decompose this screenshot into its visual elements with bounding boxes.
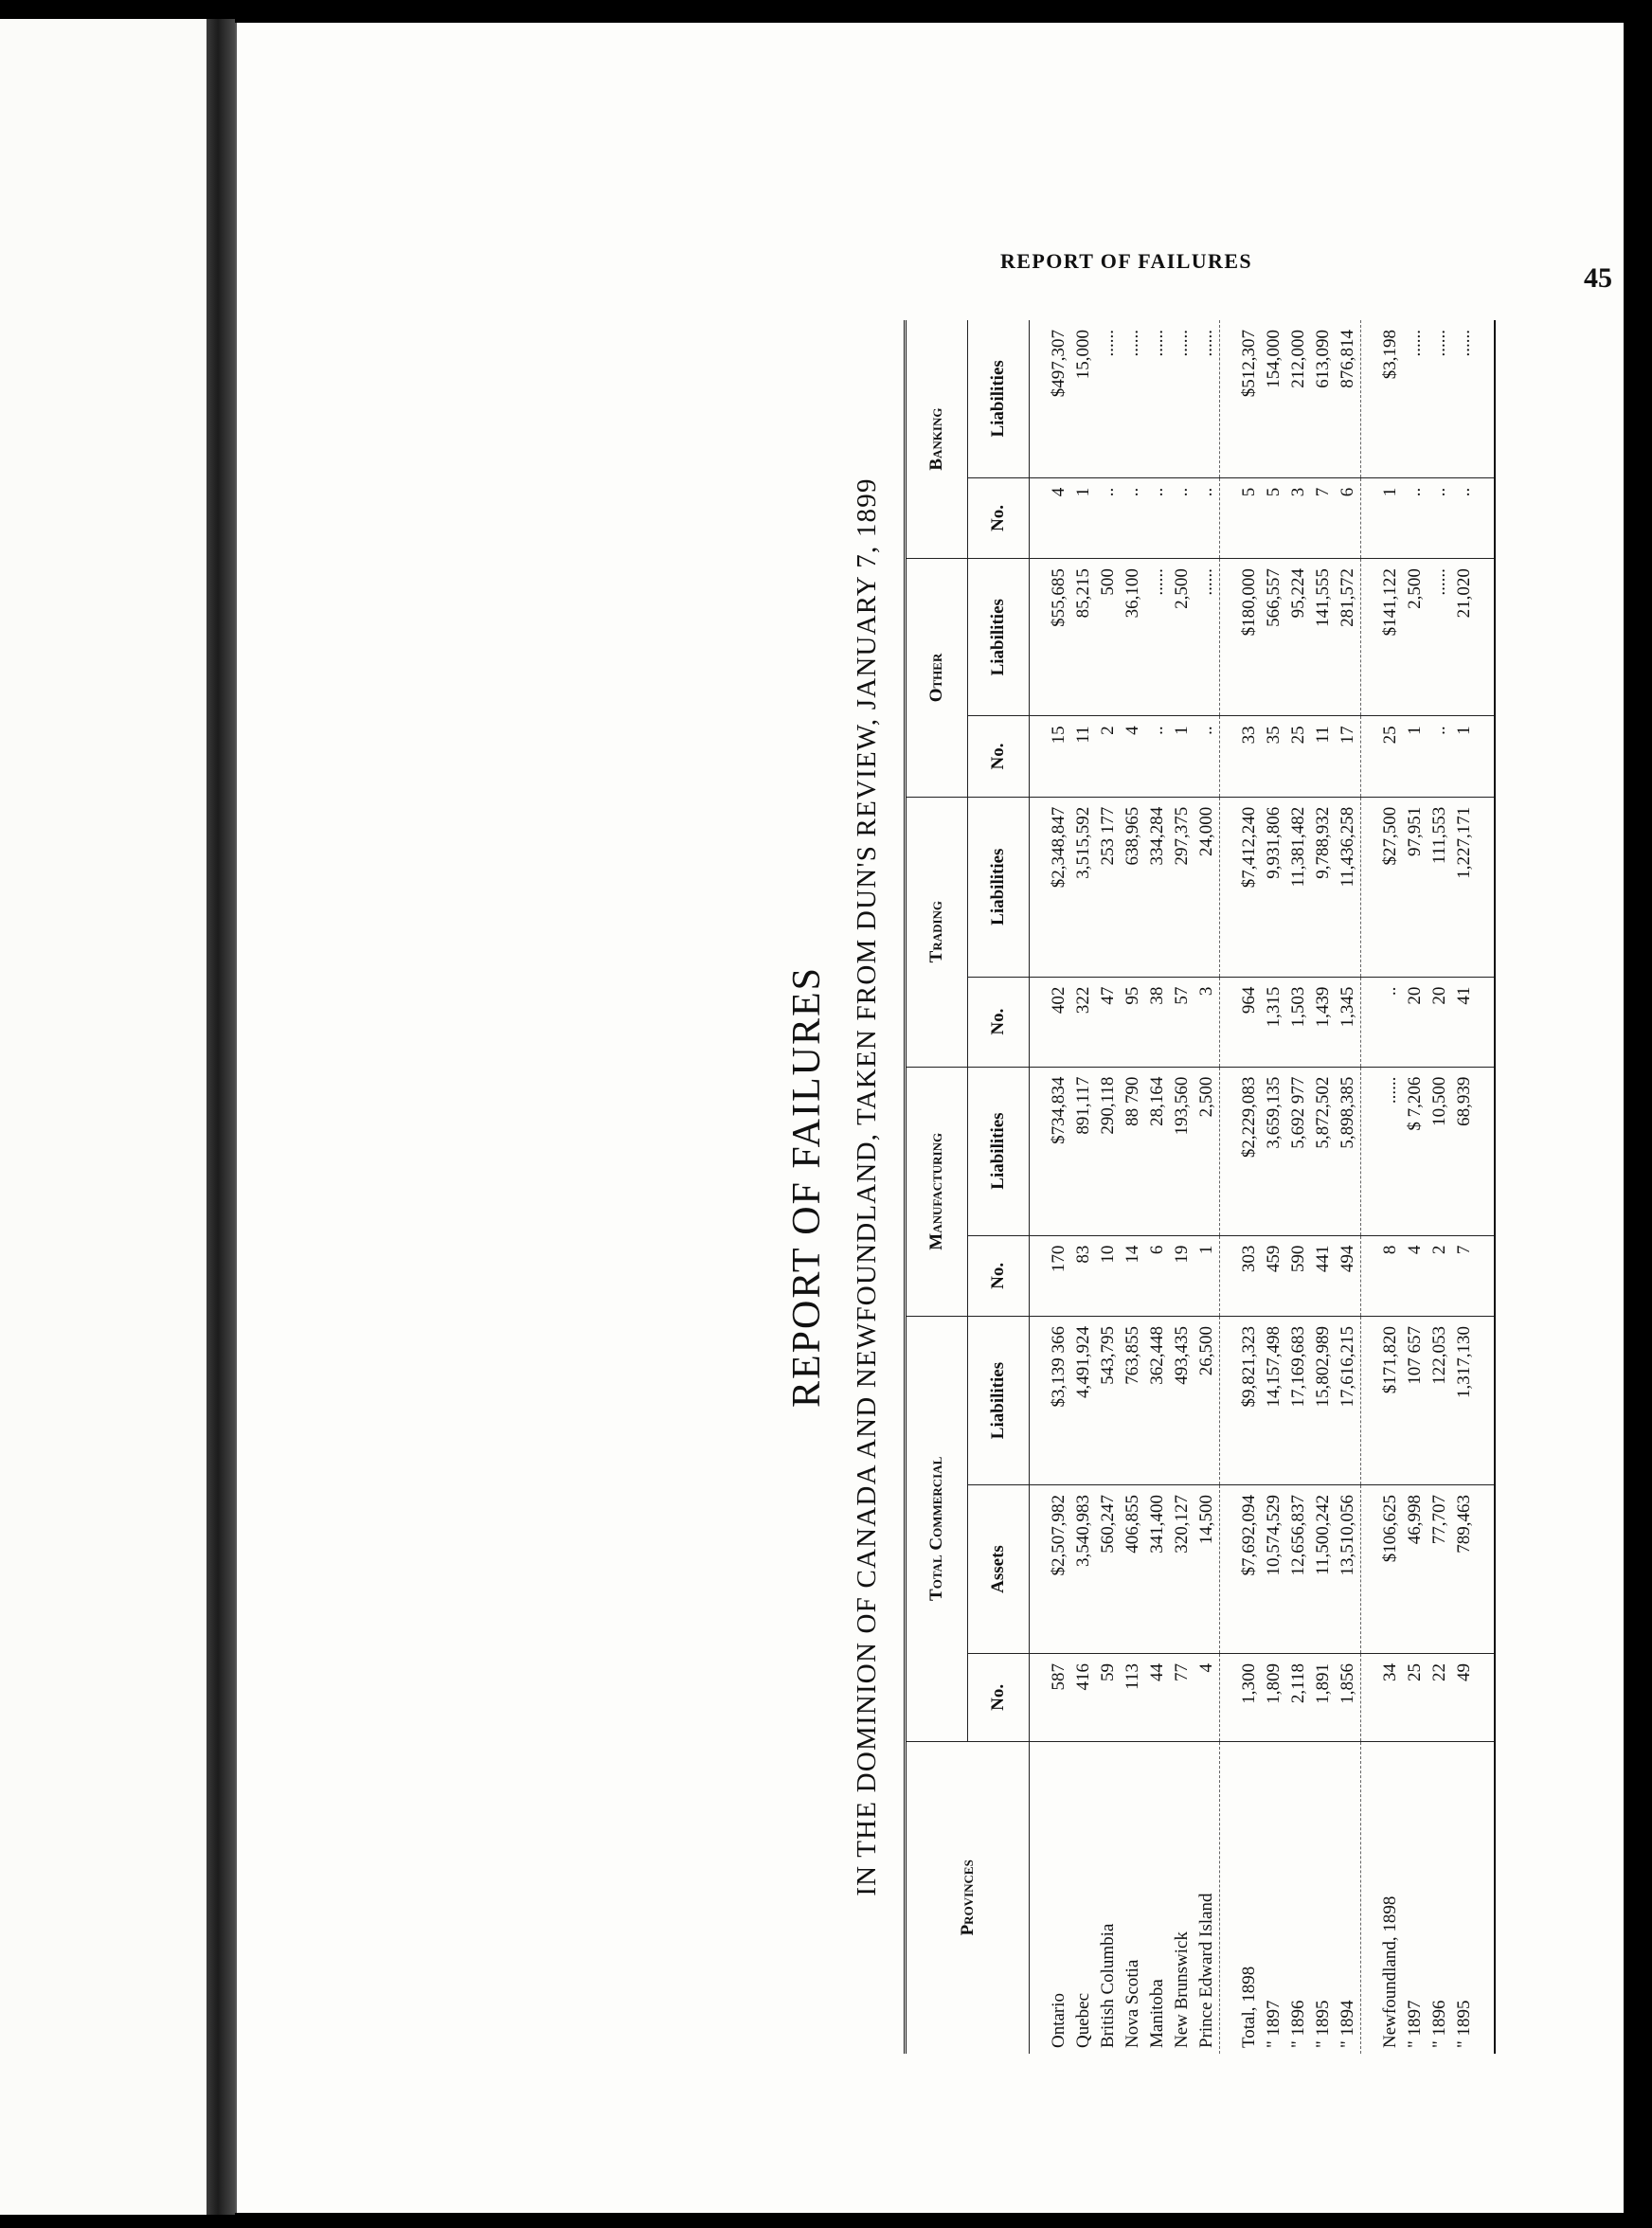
spacer-cell (1030, 1317, 1048, 1485)
province-cell: Manitoba (1147, 1979, 1167, 2048)
manufacturing-no-cell: 2 (1428, 1235, 1452, 1316)
total-assets-cell: 406,855 (1121, 1485, 1145, 1654)
spacer-cell (1361, 477, 1379, 558)
other-liabilities-cell: $141,122 (1378, 559, 1403, 716)
spacer-cell (1030, 1741, 1048, 2054)
spacer-cell (1220, 797, 1238, 977)
manufacturing-liabilities-cell: $2,229,083 (1237, 1067, 1262, 1235)
total-assets-cell: 320,127 (1170, 1485, 1194, 1654)
other-liabilities-cell: 2,500 (1170, 559, 1194, 716)
spacer-cell (1361, 559, 1379, 716)
spacer-cell (1361, 1741, 1379, 2054)
province-cell: Quebec (1073, 1992, 1093, 2048)
trading-liabilities-cell: $27,500 (1378, 797, 1403, 977)
total-no-cell: 59 (1096, 1654, 1121, 1742)
banking-no-cell: .. (1145, 477, 1170, 558)
total-no-cell: 44 (1145, 1654, 1170, 1742)
spacer-cell (1220, 1067, 1238, 1235)
trading-liabilities-cell: 111,553 (1428, 797, 1452, 977)
subheader-no: No. (968, 1654, 1030, 1742)
manufacturing-liabilities-cell: 10,500 (1428, 1067, 1452, 1235)
table-row (1403, 320, 1428, 2054)
running-head: REPORT OF FAILURES (1000, 249, 1253, 273)
province-cell: Ontario (1049, 1992, 1068, 2048)
spacer-cell (1361, 1067, 1379, 1235)
total-liabilities-cell: $9,821,323 (1237, 1317, 1262, 1485)
spacer-cell (1030, 1485, 1048, 1654)
spacer-cell (1030, 1235, 1048, 1316)
manufacturing-no-cell: 4 (1403, 1235, 1428, 1316)
other-liabilities-cell: 36,100 (1121, 559, 1145, 716)
trading-liabilities-cell: 1,227,171 (1452, 797, 1477, 977)
spacer-cell (1030, 716, 1048, 797)
banking-no-cell: 5 (1237, 477, 1262, 558)
total-no-cell: 1,809 (1262, 1654, 1286, 1742)
total-no-cell: 113 (1121, 1654, 1145, 1742)
spacer-cell (1030, 977, 1048, 1067)
subheader-liabilities: Liabilities (968, 1067, 1030, 1235)
manufacturing-liabilities-cell: $734,834 (1047, 1067, 1071, 1235)
province-cell: Total, 1898 (1239, 1966, 1259, 2048)
header-trading: Trading (906, 797, 968, 1067)
other-liabilities-cell: 281,572 (1336, 559, 1361, 716)
other-no-cell: 2 (1096, 716, 1121, 797)
banking-no-cell: .. (1452, 477, 1477, 558)
banking-liabilities-cell: $3,198 (1378, 320, 1403, 477)
trading-liabilities-cell: 11,436,258 (1336, 797, 1361, 977)
manufacturing-liabilities-cell: $ 7,206 (1403, 1067, 1428, 1235)
manufacturing-liabilities-cell: 290,118 (1096, 1067, 1121, 1235)
spacer-cell (1030, 477, 1048, 558)
subheader-liabilities: Liabilities (968, 797, 1030, 977)
total-no-cell: 77 (1170, 1654, 1194, 1742)
manufacturing-liabilities-cell: 68,939 (1452, 1067, 1477, 1235)
province-cell: New Brunswick (1172, 1932, 1192, 2048)
spacer-cell (1220, 716, 1238, 797)
banking-no-cell: 5 (1262, 477, 1286, 558)
table-row (1096, 320, 1121, 2054)
spacer-cell (1361, 1317, 1379, 1485)
total-no-cell: 1,300 (1237, 1654, 1262, 1742)
report-title: REPORT OF FAILURES (785, 966, 829, 1409)
spacer-cell (1030, 1654, 1048, 1742)
spacer-cell (1477, 559, 1495, 716)
failures-table (904, 320, 1496, 2054)
table-row (1336, 320, 1361, 2054)
other-liabilities-cell: 2,500 (1403, 559, 1428, 716)
header-provinces: Provinces (906, 1741, 1030, 2054)
manufacturing-liabilities-cell: 5,898,385 (1336, 1067, 1361, 1235)
total-liabilities-cell: 107 657 (1403, 1317, 1428, 1485)
banking-liabilities-cell: 212,000 (1286, 320, 1311, 477)
other-liabilities-cell: 21,020 (1452, 559, 1477, 716)
total-no-cell: 25 (1403, 1654, 1428, 1742)
table-row (1311, 320, 1336, 2054)
other-no-cell: .. (1194, 716, 1220, 797)
trading-no-cell: 20 (1403, 977, 1428, 1067)
other-no-cell: 4 (1121, 716, 1145, 797)
total-no-cell: 416 (1071, 1654, 1096, 1742)
other-no-cell: 25 (1286, 716, 1311, 797)
spacer-cell (1361, 977, 1379, 1067)
banking-no-cell: 6 (1336, 477, 1361, 558)
subheader-assets: Assets (968, 1485, 1030, 1654)
banking-no-cell: 1 (1071, 477, 1096, 558)
trading-no-cell: 95 (1121, 977, 1145, 1067)
spacer-cell (1477, 1485, 1495, 1654)
total-assets-cell: $2,507,982 (1047, 1485, 1071, 1654)
table-row (1145, 320, 1170, 2054)
manufacturing-no-cell: 10 (1096, 1235, 1121, 1316)
other-no-cell: 1 (1452, 716, 1477, 797)
province-cell: " 1895 (1313, 2000, 1333, 2048)
trading-no-cell: 964 (1237, 977, 1262, 1067)
manufacturing-liabilities-cell: 193,560 (1170, 1067, 1194, 1235)
subheader-liabilities: Liabilities (968, 1317, 1030, 1485)
subheader-no: No. (968, 1235, 1030, 1316)
total-assets-cell: 560,247 (1096, 1485, 1121, 1654)
other-no-cell: 25 (1378, 716, 1403, 797)
manufacturing-liabilities-cell: 891,117 (1071, 1067, 1096, 1235)
banking-no-cell: 7 (1311, 477, 1336, 558)
spacer-cell (1220, 1235, 1238, 1316)
province-cell: Nova Scotia (1122, 1959, 1142, 2048)
other-no-cell: 11 (1071, 716, 1096, 797)
other-liabilities-cell: ...... (1428, 559, 1452, 716)
spacer-cell (1220, 1317, 1238, 1485)
manufacturing-no-cell: 8 (1378, 1235, 1403, 1316)
total-assets-cell: 14,500 (1194, 1485, 1220, 1654)
table-row (1071, 320, 1096, 2054)
spacer-cell (1030, 797, 1048, 977)
banking-no-cell: .. (1170, 477, 1194, 558)
subheader-no: No. (968, 477, 1030, 558)
total-assets-cell: 11,500,242 (1311, 1485, 1336, 1654)
other-no-cell: .. (1428, 716, 1452, 797)
spacer-cell (1220, 1485, 1238, 1654)
other-liabilities-cell: $180,000 (1237, 559, 1262, 716)
rotated-report (779, 320, 1650, 2054)
manufacturing-liabilities-cell: 28,164 (1145, 1067, 1170, 1235)
trading-no-cell: 1,503 (1286, 977, 1311, 1067)
trading-liabilities-cell: 253 177 (1096, 797, 1121, 977)
table-row (1262, 320, 1286, 2054)
total-liabilities-cell: 14,157,498 (1262, 1317, 1286, 1485)
province-cell: " 1897 (1405, 2000, 1425, 2048)
banking-no-cell: .. (1403, 477, 1428, 558)
spacer-cell (1361, 1485, 1379, 1654)
total-assets-cell: $106,625 (1378, 1485, 1403, 1654)
spacer-cell (1477, 977, 1495, 1067)
trading-no-cell: 47 (1096, 977, 1121, 1067)
total-no-cell: 2,118 (1286, 1654, 1311, 1742)
trading-liabilities-cell: 297,375 (1170, 797, 1194, 977)
spacer-cell (1030, 320, 1048, 477)
other-no-cell: 11 (1311, 716, 1336, 797)
spacer-cell (1030, 1067, 1048, 1235)
manufacturing-no-cell: 459 (1262, 1235, 1286, 1316)
province-cell: " 1894 (1336, 1741, 1361, 2054)
other-liabilities-cell: ...... (1145, 559, 1170, 716)
banking-liabilities-cell: ...... (1145, 320, 1170, 477)
right-page (235, 23, 1624, 2213)
spacer-cell (1477, 716, 1495, 797)
manufacturing-liabilities-cell: 3,659,135 (1262, 1067, 1286, 1235)
trading-liabilities-cell: 97,951 (1403, 797, 1428, 977)
province-cell: " 1896 (1429, 2000, 1449, 2048)
spacer-cell (1220, 977, 1238, 1067)
province-cell: " 1897 (1264, 2000, 1284, 2048)
other-no-cell: 1 (1403, 716, 1428, 797)
manufacturing-liabilities-cell: 2,500 (1194, 1067, 1220, 1235)
spacer-cell (1477, 1654, 1495, 1742)
spacer-cell (1361, 320, 1379, 477)
trading-no-cell: 3 (1194, 977, 1220, 1067)
table-row (1047, 320, 1071, 2054)
table-row (1452, 320, 1477, 2054)
spacer-cell (1477, 1317, 1495, 1485)
subheader-liabilities: Liabilities (968, 320, 1030, 477)
subheader-liabilities: Liabilities (968, 559, 1030, 716)
trading-liabilities-cell: 11,381,482 (1286, 797, 1311, 977)
banking-liabilities-cell: ...... (1096, 320, 1121, 477)
manufacturing-no-cell: 303 (1237, 1235, 1262, 1316)
banking-liabilities-cell: ...... (1428, 320, 1452, 477)
total-liabilities-cell: 15,802,989 (1311, 1317, 1336, 1485)
banking-liabilities-cell: $497,307 (1047, 320, 1071, 477)
manufacturing-no-cell: 494 (1336, 1235, 1361, 1316)
trading-liabilities-cell: $2,348,847 (1047, 797, 1071, 977)
table-row (1170, 320, 1194, 2054)
banking-liabilities-cell: $512,307 (1237, 320, 1262, 477)
other-no-cell: 17 (1336, 716, 1361, 797)
other-liabilities-cell: ...... (1194, 559, 1220, 716)
trading-no-cell: 41 (1452, 977, 1477, 1067)
spacer-cell (1477, 1235, 1495, 1316)
trading-no-cell: 20 (1428, 977, 1452, 1067)
spacer-cell (1477, 797, 1495, 977)
page-number: 45 (1584, 262, 1612, 294)
total-assets-cell: 10,574,529 (1262, 1485, 1286, 1654)
spacer-cell (1477, 477, 1495, 558)
spacer-cell (1361, 716, 1379, 797)
trading-no-cell: 38 (1145, 977, 1170, 1067)
total-assets-cell: 789,463 (1452, 1485, 1477, 1654)
banking-liabilities-cell: ...... (1170, 320, 1194, 477)
total-no-cell: 34 (1378, 1654, 1403, 1742)
banking-no-cell: .. (1194, 477, 1220, 558)
spacer-cell (1477, 1741, 1495, 2054)
total-assets-cell: 46,998 (1403, 1485, 1428, 1654)
spacer-cell (1477, 320, 1495, 477)
table-body (1030, 320, 1496, 2054)
total-liabilities-cell: 122,053 (1428, 1317, 1452, 1485)
banking-liabilities-cell: 876,814 (1336, 320, 1361, 477)
total-no-cell: 1,891 (1311, 1654, 1336, 1742)
report-subtitle: IN THE DOMINION OF CANADA AND NEWFOUNDLAND, TAKEN FROM DUN'S REVIEW, JANUARY 7, 1899 (852, 477, 882, 1896)
total-liabilities-cell: 26,500 (1194, 1317, 1220, 1485)
total-assets-cell: 13,510,056 (1336, 1485, 1361, 1654)
table-row (1286, 320, 1311, 2054)
table-row (1194, 320, 1220, 2054)
other-no-cell: 33 (1237, 716, 1262, 797)
manufacturing-liabilities-cell: 5,692 977 (1286, 1067, 1311, 1235)
banking-no-cell: .. (1096, 477, 1121, 558)
total-no-cell: 22 (1428, 1654, 1452, 1742)
left-page (0, 19, 207, 2215)
trading-liabilities-cell: 638,965 (1121, 797, 1145, 977)
total-assets-cell: 12,656,837 (1286, 1485, 1311, 1654)
table-row (1121, 320, 1145, 2054)
trading-no-cell: 1,439 (1311, 977, 1336, 1067)
banking-liabilities-cell: 15,000 (1071, 320, 1096, 477)
manufacturing-liabilities-cell: 5,872,502 (1311, 1067, 1336, 1235)
total-liabilities-cell: 763,855 (1121, 1317, 1145, 1485)
trading-liabilities-cell: 9,788,932 (1311, 797, 1336, 977)
row-spacer (1361, 320, 1379, 2054)
manufacturing-no-cell: 1 (1194, 1235, 1220, 1316)
province-cell: Prince Edward Island (1194, 1741, 1220, 2054)
subheader-no: No. (968, 977, 1030, 1067)
other-no-cell: 15 (1047, 716, 1071, 797)
table-row (1237, 320, 1262, 2054)
spacer-cell (1220, 1654, 1238, 1742)
other-no-cell: .. (1145, 716, 1170, 797)
total-assets-cell: 341,400 (1145, 1485, 1170, 1654)
subheader-no: No. (968, 716, 1030, 797)
trading-no-cell: 322 (1071, 977, 1096, 1067)
other-no-cell: 1 (1170, 716, 1194, 797)
trading-liabilities-cell: 24,000 (1194, 797, 1220, 977)
header-manufacturing: Manufacturing (906, 1067, 968, 1316)
spacer-cell (1220, 1741, 1238, 2054)
total-liabilities-cell: $3,139 366 (1047, 1317, 1071, 1485)
banking-no-cell: .. (1121, 477, 1145, 558)
province-cell: " 1896 (1288, 2000, 1308, 2048)
banking-no-cell: .. (1428, 477, 1452, 558)
trading-no-cell: 402 (1047, 977, 1071, 1067)
manufacturing-no-cell: 590 (1286, 1235, 1311, 1316)
trading-liabilities-cell: 3,515,592 (1071, 797, 1096, 977)
header-other: Other (906, 559, 968, 798)
trading-no-cell: 1,345 (1336, 977, 1361, 1067)
spacer-cell (1220, 320, 1238, 477)
total-liabilities-cell: 362,448 (1145, 1317, 1170, 1485)
row-spacer (1030, 320, 1048, 2054)
total-liabilities-cell: 493,435 (1170, 1317, 1194, 1485)
total-liabilities-cell: 17,616,215 (1336, 1317, 1361, 1485)
banking-no-cell: 3 (1286, 477, 1311, 558)
other-liabilities-cell: 141,555 (1311, 559, 1336, 716)
spacer-cell (1220, 559, 1238, 716)
other-no-cell: 35 (1262, 716, 1286, 797)
row-spacer (1477, 320, 1495, 2054)
total-assets-cell: $7,692,094 (1237, 1485, 1262, 1654)
manufacturing-no-cell: 19 (1170, 1235, 1194, 1316)
province-cell: " 1895 (1454, 2000, 1474, 2048)
total-liabilities-cell: 1,317,130 (1452, 1317, 1477, 1485)
other-liabilities-cell: 566,557 (1262, 559, 1286, 716)
total-no-cell: 1,856 (1336, 1654, 1361, 1742)
other-liabilities-cell: 95,224 (1286, 559, 1311, 716)
province-cell: British Columbia (1098, 1923, 1118, 2048)
total-liabilities-cell: 17,169,683 (1286, 1317, 1311, 1485)
banking-liabilities-cell: 613,090 (1311, 320, 1336, 477)
trading-no-cell: .. (1378, 977, 1403, 1067)
total-no-cell: 4 (1194, 1654, 1220, 1742)
row-spacer (1220, 320, 1238, 2054)
banking-liabilities-cell: ...... (1194, 320, 1220, 477)
banking-liabilities-cell: ...... (1452, 320, 1477, 477)
spacer-cell (1030, 559, 1048, 716)
trading-no-cell: 57 (1170, 977, 1194, 1067)
province-cell: Newfoundland, 1898 (1380, 1896, 1400, 2048)
trading-liabilities-cell: 9,931,806 (1262, 797, 1286, 977)
total-no-cell: 587 (1047, 1654, 1071, 1742)
table-row (1428, 320, 1452, 2054)
trading-no-cell: 1,315 (1262, 977, 1286, 1067)
manufacturing-no-cell: 14 (1121, 1235, 1145, 1316)
manufacturing-no-cell: 170 (1047, 1235, 1071, 1316)
manufacturing-liabilities-cell: ...... (1378, 1067, 1403, 1235)
spacer-cell (1220, 477, 1238, 558)
banking-liabilities-cell: 154,000 (1262, 320, 1286, 477)
manufacturing-no-cell: 7 (1452, 1235, 1477, 1316)
trading-liabilities-cell: $7,412,240 (1237, 797, 1262, 977)
banking-no-cell: 4 (1047, 477, 1071, 558)
spacer-cell (1361, 797, 1379, 977)
manufacturing-no-cell: 6 (1145, 1235, 1170, 1316)
total-assets-cell: 77,707 (1428, 1485, 1452, 1654)
total-liabilities-cell: 543,795 (1096, 1317, 1121, 1485)
total-no-cell: 49 (1452, 1654, 1477, 1742)
table-row (1378, 320, 1403, 2054)
total-liabilities-cell: $171,820 (1378, 1317, 1403, 1485)
banking-liabilities-cell: ...... (1121, 320, 1145, 477)
manufacturing-no-cell: 441 (1311, 1235, 1336, 1316)
manufacturing-no-cell: 83 (1071, 1235, 1096, 1316)
other-liabilities-cell: 85,215 (1071, 559, 1096, 716)
header-banking: Banking (906, 320, 968, 559)
spacer-cell (1361, 1235, 1379, 1316)
banking-no-cell: 1 (1378, 477, 1403, 558)
header-total-commercial: Total Commercial (906, 1317, 968, 1742)
spacer-cell (1361, 1654, 1379, 1742)
book-gutter (206, 19, 235, 2215)
other-liabilities-cell: 500 (1096, 559, 1121, 716)
total-assets-cell: 3,540,983 (1071, 1485, 1096, 1654)
banking-liabilities-cell: ...... (1403, 320, 1428, 477)
trading-liabilities-cell: 334,284 (1145, 797, 1170, 977)
total-liabilities-cell: 4,491,924 (1071, 1317, 1096, 1485)
other-liabilities-cell: $55,685 (1047, 559, 1071, 716)
spacer-cell (1477, 1067, 1495, 1235)
manufacturing-liabilities-cell: 88 790 (1121, 1067, 1145, 1235)
